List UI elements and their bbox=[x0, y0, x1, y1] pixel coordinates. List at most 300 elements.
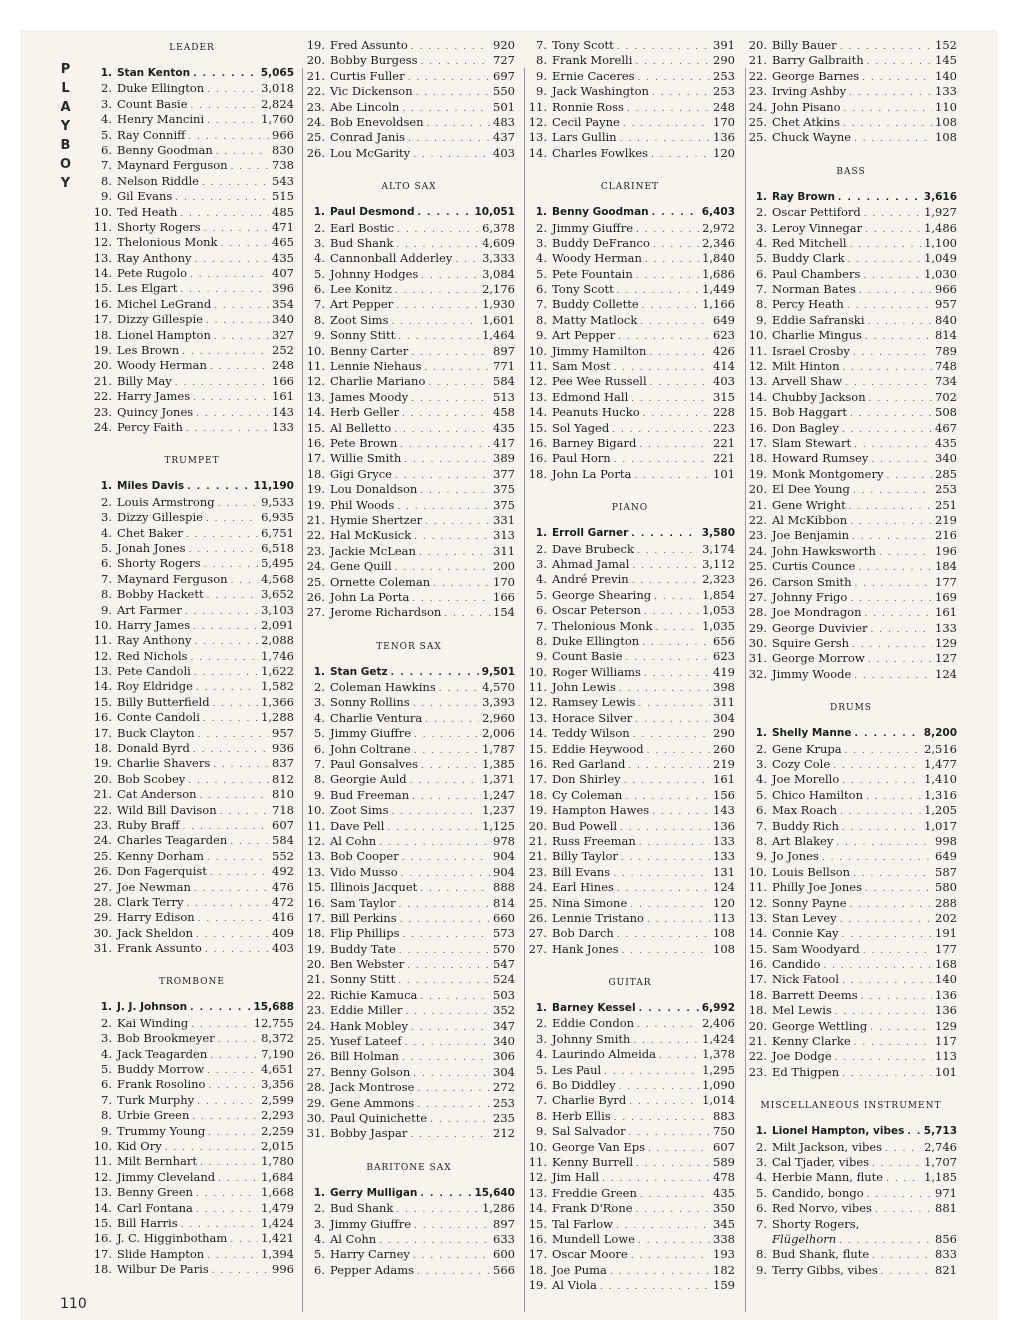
rank: 2. bbox=[314, 680, 325, 695]
musician-name: Al Viola bbox=[552, 1278, 597, 1293]
rank: 26. bbox=[306, 589, 325, 604]
rank: 10. bbox=[306, 343, 325, 358]
musician-name: Dizzy Gillespie bbox=[117, 312, 203, 327]
vote-count: 11,190 bbox=[253, 480, 294, 493]
leader-dots bbox=[207, 1064, 258, 1077]
rank: 17. bbox=[306, 451, 325, 466]
rank: 4. bbox=[101, 525, 112, 540]
musician-name: Lou McGarity bbox=[330, 145, 411, 160]
rank: 19. bbox=[306, 482, 325, 497]
vote-count: 814 bbox=[935, 328, 957, 343]
rank: 20. bbox=[528, 818, 547, 833]
rank: 9. bbox=[101, 602, 112, 617]
rank: 2. bbox=[101, 494, 112, 509]
leader-dots bbox=[886, 469, 932, 482]
leader-dots bbox=[649, 346, 710, 359]
musician-name: Mundell Lowe bbox=[552, 1231, 635, 1246]
rank: 22. bbox=[748, 1049, 767, 1064]
leader-dots bbox=[212, 1264, 269, 1277]
musician-name: Charlie Ventura bbox=[330, 710, 423, 725]
leader-dots bbox=[850, 592, 932, 605]
rank: 13. bbox=[306, 849, 325, 864]
leader-dots bbox=[210, 1049, 258, 1062]
rank: 9. bbox=[536, 649, 547, 664]
vote-count: 904 bbox=[493, 849, 515, 864]
musician-name: Bill Evans bbox=[552, 864, 611, 879]
musician-name: Gigi Gryce bbox=[330, 466, 392, 481]
poll-entry bbox=[90, 205, 294, 220]
rank: 7. bbox=[536, 618, 547, 633]
rank: 16. bbox=[306, 895, 325, 910]
vote-count: 340 bbox=[493, 1034, 515, 1049]
poll-entry bbox=[90, 880, 294, 895]
vote-count: 168 bbox=[935, 957, 957, 972]
vote-count: 1,707 bbox=[924, 1155, 957, 1169]
leader-dots bbox=[843, 117, 932, 130]
musician-name: Freddie Green bbox=[552, 1185, 637, 1200]
rank: 9. bbox=[314, 328, 325, 343]
vote-count: 340 bbox=[272, 312, 294, 327]
vote-count: 814 bbox=[493, 895, 515, 910]
rank: 11. bbox=[748, 880, 767, 895]
musician-name: John Pisano bbox=[772, 99, 841, 114]
leader-dots bbox=[405, 1036, 490, 1049]
leader-dots bbox=[614, 453, 710, 466]
poll-entry bbox=[303, 467, 515, 482]
rank: 28. bbox=[748, 605, 767, 620]
rank: 20. bbox=[748, 1018, 767, 1033]
musician-name: Bobby Hackett bbox=[117, 587, 204, 602]
musician-name: Maynard Ferguson bbox=[117, 158, 228, 173]
poll-entry bbox=[525, 297, 735, 312]
rank: 15. bbox=[93, 1215, 112, 1230]
vote-count: 108 bbox=[935, 130, 957, 145]
musician-name: Hal McKusick bbox=[330, 528, 412, 543]
leader-dots bbox=[193, 743, 269, 756]
musician-name: Erroll Garner bbox=[552, 527, 629, 540]
leader-dots bbox=[413, 697, 479, 710]
musician-name: Jimmy Giuffre bbox=[330, 726, 411, 741]
rank: 13. bbox=[748, 374, 767, 389]
vote-count: 304 bbox=[493, 1064, 515, 1079]
leader-dots bbox=[854, 132, 932, 145]
musician-name: Carson Smith bbox=[772, 574, 852, 589]
rank: 5. bbox=[536, 1062, 547, 1077]
musician-name: Frank Rosolino bbox=[117, 1077, 206, 1092]
poll-entry bbox=[303, 880, 515, 895]
rank: 16. bbox=[528, 451, 547, 466]
vote-count: 840 bbox=[935, 312, 957, 327]
poll-entry bbox=[525, 911, 735, 926]
vote-count: 1,394 bbox=[261, 1246, 294, 1261]
poll-entry bbox=[745, 1140, 957, 1155]
poll-entry bbox=[303, 221, 515, 236]
rank: 9. bbox=[536, 68, 547, 83]
leader-dots bbox=[613, 867, 710, 880]
leader-dots bbox=[631, 1249, 710, 1262]
musician-name: George Shearing bbox=[552, 587, 652, 602]
vote-count: 2,972 bbox=[702, 220, 735, 235]
vote-count: 426 bbox=[713, 343, 735, 358]
rank: 12. bbox=[528, 1170, 547, 1185]
poll-entry bbox=[525, 1232, 735, 1247]
leader-dots bbox=[417, 1082, 490, 1095]
poll-entry bbox=[90, 941, 294, 956]
rank: 26. bbox=[748, 574, 767, 589]
poll-entry bbox=[525, 1016, 735, 1031]
poll-entry bbox=[745, 267, 957, 282]
vote-count: 124 bbox=[713, 880, 735, 895]
poll-entry bbox=[90, 1185, 294, 1200]
vote-count: 161 bbox=[935, 605, 957, 620]
rank: 22. bbox=[306, 987, 325, 1002]
rank: 6. bbox=[101, 142, 112, 157]
poll-entry bbox=[90, 1093, 294, 1108]
poll-entry bbox=[525, 880, 735, 895]
rank: 24. bbox=[748, 543, 767, 558]
rank: 27. bbox=[93, 879, 112, 894]
rank: 12. bbox=[93, 235, 112, 250]
vote-count: 311 bbox=[713, 695, 735, 710]
vote-count: 458 bbox=[493, 405, 515, 420]
rank: 1. bbox=[755, 190, 767, 203]
leader-dots bbox=[218, 497, 258, 510]
rank: 21. bbox=[93, 373, 112, 388]
vote-count: 830 bbox=[272, 142, 294, 157]
vote-count: 998 bbox=[935, 833, 957, 848]
rank: 9. bbox=[101, 189, 112, 204]
leader-dots bbox=[631, 527, 699, 541]
rank: 16. bbox=[528, 435, 547, 450]
musician-name: Earl Hines bbox=[552, 880, 614, 895]
rank: 15. bbox=[306, 420, 325, 435]
rank: 18. bbox=[306, 926, 325, 941]
leader-dots bbox=[218, 1172, 258, 1185]
poll-entry bbox=[303, 359, 515, 374]
musician-name: Red Nichols bbox=[117, 648, 188, 663]
vote-count: 833 bbox=[935, 1247, 957, 1262]
poll-entry bbox=[745, 1232, 957, 1247]
musician-name: Ted Heath bbox=[117, 204, 178, 219]
vote-count: 113 bbox=[713, 910, 735, 925]
musician-name: Mel Lewis bbox=[772, 1003, 832, 1018]
poll-entry bbox=[303, 1186, 515, 1201]
vote-count: 133 bbox=[935, 84, 957, 99]
poll-entry bbox=[90, 297, 294, 312]
poll-entry bbox=[745, 1065, 957, 1080]
rank: 14. bbox=[528, 726, 547, 741]
musician-name: Illinois Jacquet bbox=[330, 880, 418, 895]
vote-count: 196 bbox=[935, 543, 957, 558]
musician-name: Jonah Jones bbox=[117, 540, 186, 555]
poll-entry bbox=[525, 205, 735, 220]
musician-name: Lee Konitz bbox=[330, 282, 392, 297]
vote-count: 3,103 bbox=[261, 602, 294, 617]
leader-dots bbox=[213, 697, 259, 710]
poll-entry bbox=[90, 1247, 294, 1262]
leader-dots bbox=[885, 1142, 921, 1155]
musician-name: Milt Hinton bbox=[772, 359, 840, 374]
leader-dots bbox=[636, 223, 699, 236]
leader-dots bbox=[840, 913, 932, 926]
vote-count: 1,686 bbox=[702, 266, 735, 281]
rank: 5. bbox=[314, 266, 325, 281]
musician-name: Ornette Coleman bbox=[330, 574, 431, 589]
musician-name: Henry Mancini bbox=[117, 112, 205, 127]
musician-name: Pete Candoli bbox=[117, 664, 191, 679]
rank: 7. bbox=[101, 1092, 112, 1107]
musician-name: Nelson Riddle bbox=[117, 173, 199, 188]
poll-entry bbox=[525, 451, 735, 466]
vote-count: 331 bbox=[493, 512, 515, 527]
vote-count: 403 bbox=[713, 374, 735, 389]
rank: 12. bbox=[306, 833, 325, 848]
leader-dots bbox=[207, 114, 258, 127]
rank: 7. bbox=[101, 158, 112, 173]
musician-name: Donald Byrd bbox=[117, 741, 190, 756]
rank: 23. bbox=[528, 864, 547, 879]
vote-count: 1,424 bbox=[261, 1215, 294, 1230]
poll-entry bbox=[90, 526, 294, 541]
musician-name: Buddy Tate bbox=[330, 941, 396, 956]
vote-count: 350 bbox=[713, 1201, 735, 1216]
leader-dots bbox=[206, 314, 269, 327]
leader-dots bbox=[231, 160, 269, 173]
section-heading: BASS bbox=[836, 166, 866, 177]
vote-count: 4,609 bbox=[482, 235, 515, 250]
leader-dots bbox=[165, 1141, 258, 1154]
vote-count: 290 bbox=[713, 53, 735, 68]
rank: 11. bbox=[93, 219, 112, 234]
leader-dots bbox=[185, 605, 258, 618]
vote-count: 1,053 bbox=[702, 603, 735, 618]
musician-name: Jim Hall bbox=[552, 1170, 600, 1185]
musician-name: Abe Lincoln bbox=[330, 99, 400, 114]
leader-dots bbox=[614, 1111, 710, 1124]
vote-count: 2,293 bbox=[261, 1108, 294, 1123]
rank: 17. bbox=[93, 1246, 112, 1261]
leader-dots bbox=[180, 207, 269, 220]
poll-entry bbox=[745, 757, 957, 772]
rank: 16. bbox=[93, 1231, 112, 1246]
rank: 21. bbox=[306, 972, 325, 987]
musician-name: Russ Freeman bbox=[552, 833, 636, 848]
poll-entry bbox=[525, 1278, 735, 1293]
poll-entry bbox=[745, 880, 957, 895]
musician-name: Louis Armstrong bbox=[117, 494, 215, 509]
poll-entry bbox=[303, 513, 515, 528]
vote-count: 136 bbox=[713, 130, 735, 145]
rank: 14. bbox=[93, 679, 112, 694]
poll-entry bbox=[525, 572, 735, 587]
leader-dots bbox=[401, 867, 490, 880]
vote-count: 131 bbox=[713, 864, 735, 879]
poll-entry bbox=[745, 451, 957, 466]
vote-count: 837 bbox=[272, 756, 294, 771]
poll-entry bbox=[745, 819, 957, 834]
musician-name: Carl Fontana bbox=[117, 1200, 193, 1215]
rank: 17. bbox=[748, 972, 767, 987]
rank: 23. bbox=[93, 404, 112, 419]
rank: 24. bbox=[93, 833, 112, 848]
rank: 11. bbox=[528, 359, 547, 374]
vote-count: 145 bbox=[935, 53, 957, 68]
rank: 5. bbox=[536, 266, 547, 281]
poll-entry bbox=[745, 115, 957, 130]
leader-dots bbox=[854, 1036, 932, 1049]
rank: 3. bbox=[536, 1031, 547, 1046]
rank: 11. bbox=[93, 633, 112, 648]
section-gap bbox=[90, 435, 294, 451]
rank: 13. bbox=[93, 250, 112, 265]
rank: 25. bbox=[748, 114, 767, 129]
musician-name: Norman Bates bbox=[772, 282, 856, 297]
leader-dots bbox=[395, 469, 490, 482]
vote-count: 191 bbox=[935, 926, 957, 941]
poll-entry bbox=[90, 281, 294, 296]
rank: 10. bbox=[748, 328, 767, 343]
vote-count: 3,084 bbox=[482, 266, 515, 281]
poll-entry bbox=[525, 896, 735, 911]
rank: 27. bbox=[748, 589, 767, 604]
musician-name: Gil Evans bbox=[117, 189, 173, 204]
vote-count: 311 bbox=[493, 543, 515, 558]
leader-dots bbox=[196, 407, 269, 420]
vote-count: 1,421 bbox=[261, 1231, 294, 1246]
vote-count: 391 bbox=[713, 38, 735, 52]
musician-name: Quincy Jones bbox=[117, 404, 194, 419]
rank: 7. bbox=[756, 282, 767, 297]
musician-name: George Morrow bbox=[772, 651, 865, 666]
leader-dots bbox=[879, 546, 932, 559]
leader-dots bbox=[192, 1110, 258, 1123]
musician-name: Billy Butterfield bbox=[117, 694, 210, 709]
rank: 2. bbox=[756, 741, 767, 756]
leader-dots bbox=[852, 638, 932, 651]
rank: 19. bbox=[528, 1278, 547, 1293]
rank: 28. bbox=[93, 894, 112, 909]
musician-name: Shorty Rogers bbox=[117, 556, 201, 571]
poll-entry bbox=[303, 972, 515, 987]
poll-entry bbox=[745, 1003, 957, 1018]
poll-entry bbox=[303, 1263, 515, 1278]
leader-dots bbox=[196, 1203, 258, 1216]
musician-name: Charlie Byrd bbox=[552, 1093, 627, 1108]
poll-entry bbox=[745, 834, 957, 849]
poll-entry bbox=[745, 251, 957, 266]
musician-name: Buddy Morrow bbox=[117, 1062, 205, 1077]
leader-dots bbox=[408, 132, 490, 145]
poll-entry bbox=[745, 69, 957, 84]
leader-dots bbox=[208, 1126, 258, 1139]
vote-count: 8,200 bbox=[923, 727, 957, 740]
musician-name: Paul Desmond bbox=[330, 206, 415, 219]
poll-entry bbox=[90, 556, 294, 571]
poll-entry bbox=[303, 1247, 515, 1262]
musician-name: Percy Heath bbox=[772, 297, 844, 312]
rank: 11. bbox=[306, 359, 325, 374]
rank: 21. bbox=[748, 1034, 767, 1049]
leader-dots bbox=[410, 774, 479, 787]
leader-dots bbox=[621, 851, 710, 864]
rank: 1. bbox=[535, 206, 547, 219]
rank: 18. bbox=[748, 451, 767, 466]
musician-name: Pee Wee Russell bbox=[552, 374, 647, 389]
leader-dots bbox=[410, 1128, 490, 1141]
vote-count: 193 bbox=[713, 1247, 735, 1262]
leader-dots bbox=[631, 392, 710, 405]
musician-name: Buddy Clark bbox=[772, 251, 845, 266]
poll-entry bbox=[525, 726, 735, 741]
vote-count: 821 bbox=[935, 1262, 957, 1277]
rank: 20. bbox=[306, 957, 325, 972]
vote-count: 260 bbox=[713, 741, 735, 756]
musician-name: Sonny Payne bbox=[772, 895, 847, 910]
vote-count: 202 bbox=[935, 910, 957, 925]
rank: 6. bbox=[756, 1201, 767, 1216]
poll-entry bbox=[745, 221, 957, 236]
vote-count: 248 bbox=[272, 358, 294, 373]
leader-dots bbox=[617, 284, 699, 297]
rank: 10. bbox=[306, 803, 325, 818]
musician-name: Ben Webster bbox=[330, 957, 405, 972]
vote-count: 108 bbox=[935, 114, 957, 129]
vote-count: 133 bbox=[713, 849, 735, 864]
vote-count: 4,568 bbox=[261, 571, 294, 586]
vote-count: 1,840 bbox=[702, 251, 735, 266]
vote-count: 437 bbox=[493, 130, 515, 145]
musician-name: Sonny Stitt bbox=[330, 328, 396, 343]
vote-count: 702 bbox=[935, 389, 957, 404]
musician-name: Woody Herman bbox=[117, 358, 207, 373]
vote-count: 2,406 bbox=[702, 1016, 735, 1031]
rank: 10. bbox=[528, 343, 547, 358]
rank: 2. bbox=[536, 541, 547, 556]
vote-count: 435 bbox=[493, 420, 515, 435]
rank: 18. bbox=[528, 1262, 547, 1277]
section-gap bbox=[525, 482, 735, 498]
poll-entry bbox=[525, 588, 735, 603]
musician-name: Chuck Wayne bbox=[772, 130, 852, 145]
poll-entry bbox=[90, 1231, 294, 1246]
rank: 22. bbox=[93, 389, 112, 404]
rank: 8. bbox=[314, 312, 325, 327]
musician-name: Duke Ellington bbox=[552, 633, 640, 648]
rank: 15. bbox=[528, 420, 547, 435]
section-heading: CLARINET bbox=[600, 182, 660, 193]
vote-count: 113 bbox=[935, 1049, 957, 1064]
poll-entry bbox=[90, 328, 294, 343]
poll-entry bbox=[90, 266, 294, 281]
musician-name: Bobby Burgess bbox=[330, 53, 418, 68]
rank: 32. bbox=[748, 666, 767, 681]
leader-dots bbox=[840, 40, 932, 53]
poll-entry bbox=[90, 81, 294, 96]
poll-entry bbox=[303, 482, 515, 497]
vote-count: 1,746 bbox=[261, 648, 294, 663]
leader-dots bbox=[405, 1005, 490, 1018]
vote-count: 315 bbox=[713, 389, 735, 404]
rank: 21. bbox=[306, 512, 325, 527]
vote-count: 117 bbox=[935, 1034, 957, 1049]
rank: 5. bbox=[101, 127, 112, 142]
rank: 21. bbox=[528, 833, 547, 848]
poll-entry bbox=[525, 665, 735, 680]
rank: 10. bbox=[748, 864, 767, 879]
poll-entry bbox=[525, 421, 735, 436]
poll-entry bbox=[90, 572, 294, 587]
leader-dots bbox=[203, 712, 258, 725]
